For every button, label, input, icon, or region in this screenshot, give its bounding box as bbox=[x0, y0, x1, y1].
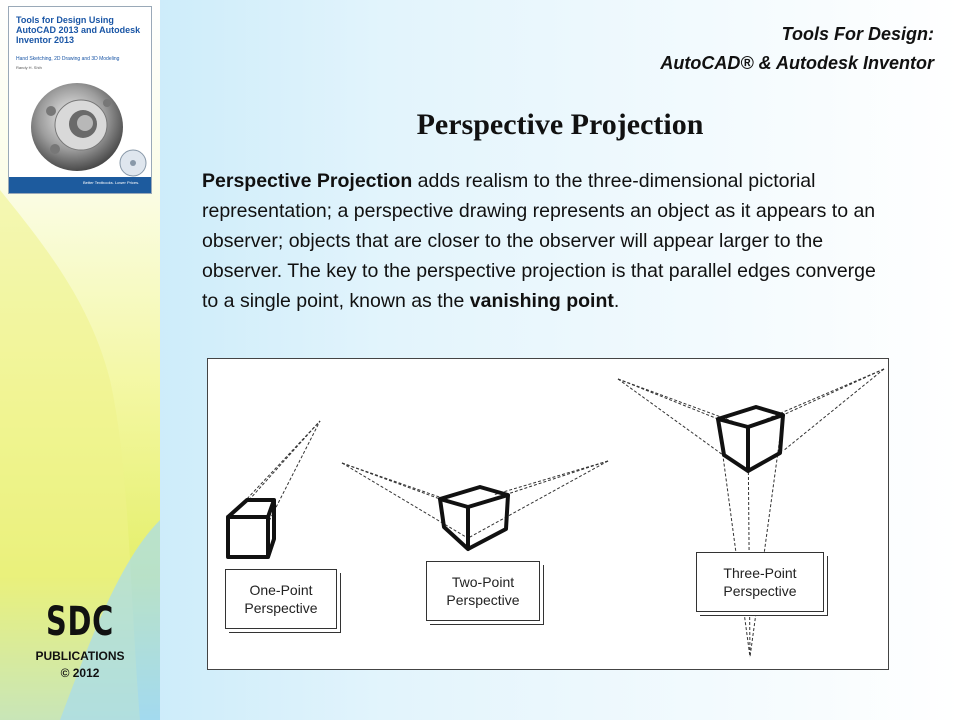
sidebar bbox=[0, 0, 160, 720]
body-text-end: . bbox=[613, 290, 620, 312]
book-cover bbox=[8, 6, 152, 194]
body-term: Perspective Projection bbox=[202, 170, 413, 192]
book-cover-footer bbox=[9, 177, 151, 193]
header-line-1: Tools For Design: bbox=[781, 24, 934, 44]
one-point-diagram bbox=[228, 421, 320, 557]
body-highlight: vanishing point bbox=[469, 290, 614, 312]
three-point-label-line1: Three-Point bbox=[723, 565, 797, 581]
two-point-label-line2: Perspective bbox=[446, 592, 520, 608]
book-cover-author: Randy H. Shih bbox=[16, 65, 42, 70]
book-cover-footer-text: Better Textbooks. Lower Prices. bbox=[83, 180, 140, 185]
header-line-2: AutoCAD® & Autodesk Inventor bbox=[660, 53, 934, 73]
two-point-diagram bbox=[342, 461, 608, 549]
one-point-label-line1: One-Point bbox=[249, 582, 313, 598]
sdc-logo: SDC bbox=[46, 599, 114, 645]
perspective-figure bbox=[207, 358, 889, 670]
slide-header bbox=[660, 20, 934, 78]
body-text-main: adds realism to the three-dimensional pictorial representation; a perspective drawing represents an object as it appears to an observer; objects that are closer to the observer will appear larger to the observer. The key to the perspective projection is that parallel edges converge to a single point, known as the bbox=[202, 170, 876, 312]
book-cover-title: Tools for Design Using AutoCAD 2013 and Autodesk Inventor 2013 bbox=[16, 15, 141, 45]
one-point-label bbox=[225, 569, 337, 629]
publisher-info bbox=[20, 648, 140, 682]
three-point-label bbox=[696, 552, 824, 612]
three-point-diagram bbox=[618, 369, 884, 657]
slide-title: Perspective Projection bbox=[416, 108, 704, 141]
three-point-label-line2: Perspective bbox=[723, 583, 797, 599]
slide-body-text bbox=[202, 166, 882, 316]
one-point-label-line2: Perspective bbox=[244, 600, 318, 616]
publications-label: PUBLICATIONS bbox=[35, 649, 125, 663]
two-point-label-line1: Two-Point bbox=[451, 574, 515, 590]
book-cover-subtitle: Hand Sketching, 2D Drawing and 3D Modeling bbox=[16, 56, 120, 62]
two-point-label bbox=[426, 561, 540, 621]
copyright-label: © 2012 bbox=[60, 666, 100, 680]
book-cover-part-image bbox=[9, 71, 151, 181]
